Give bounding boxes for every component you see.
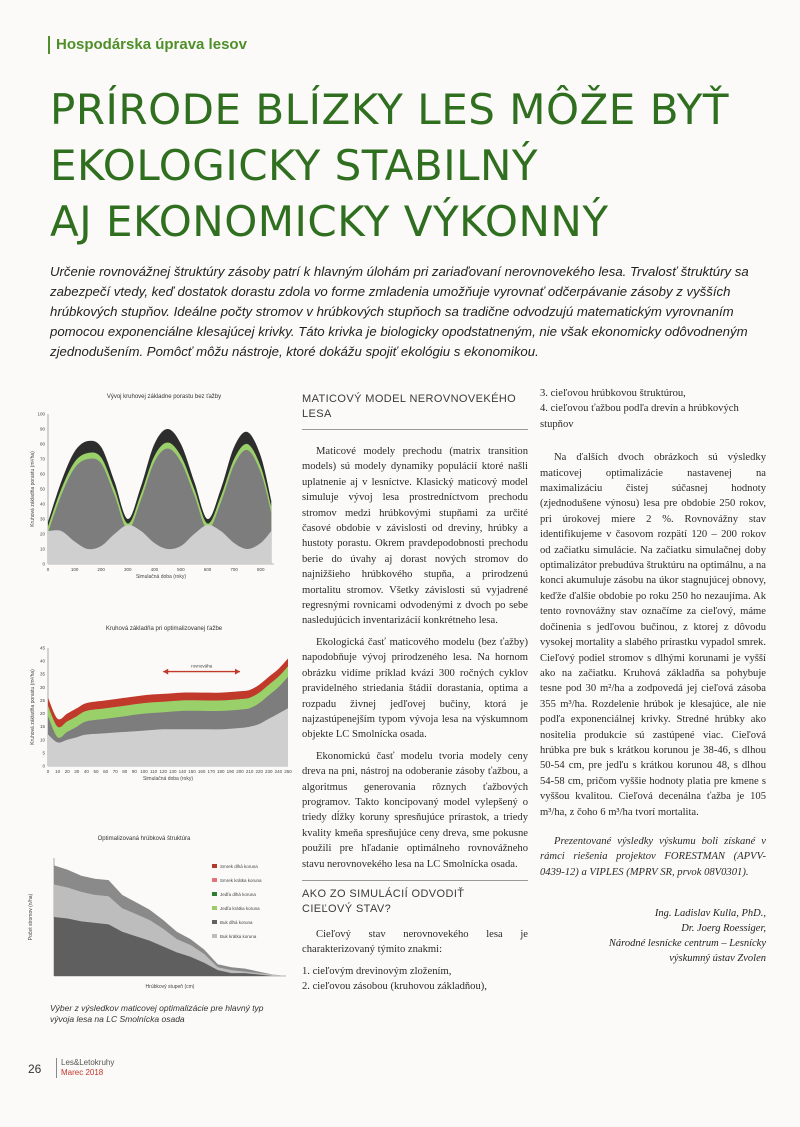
magazine-footer [56, 1058, 114, 1078]
y-axis-label: Kruhová základňa porastu (m²/ha) [30, 669, 36, 745]
y-tick-label: 40 [39, 658, 45, 664]
issue-date: Marec 2018 [61, 1068, 104, 1077]
legend-label: Jedľa dlhá koruna [220, 892, 256, 897]
author-signature [540, 906, 766, 966]
x-tick-label: 0 [46, 567, 50, 572]
paragraph: Ekologická časť maticového modelu (bez ťažby) napodobňuje vývoj prirodzeného lesa. Na hornom obrázku vidíme príklad kvázi 300 ročných cyklov pravidelného striedania štádií dorastania, optima a rozpadu živnej jedľovej bučiny, ktorá je najzastúpenejším typom vývoja lesa na výskumnom objekte LC Smolnícka osada. [302, 636, 528, 741]
chart-2 [14, 624, 292, 794]
y-tick-label: 20 [39, 711, 45, 717]
x-tick-label: 180 [217, 769, 225, 774]
y-tick-label: 10 [39, 737, 45, 743]
y-tick-label: 60 [39, 471, 45, 477]
chart-1 [14, 392, 286, 588]
x-tick-label: 40 [83, 769, 89, 774]
paragraph: Maticové modely prechodu (matrix transition models) sú modely dynamiky populácií ktoré našli uplatnenie aj v lesníctve. Klasický maticový model simuluje vývoj lesa prostredníctvom prechodu stromov medzi hrúbkovými stupňami za určité časové obdobie v závislosti od dreviny, hrúbky a hustoty porastu. Okrem pravdepodobnosti prechodu berie do úvahy aj dorast nových stromov do najnižšieho hrúbkového stupňa, a prirodzenú mortalitu stromov. Všetky závislosti sú vyjadrené regresnými rovnicami odvodenými z dvoch po sebe nasledujúcich inventarizácií konkrétneho lesa. [302, 446, 528, 627]
legend-swatch [212, 864, 217, 868]
x-tick-label: 10 [55, 769, 61, 774]
y-tick-label: 15 [39, 724, 45, 730]
author-line: Ing. Ladislav Kulla, PhD., [654, 908, 766, 920]
magazine-name: Les&Letokruhy [61, 1058, 115, 1067]
paragraph: Ekonomickú časť modelu tvoria modely ceny dreva na pni, nástroj na odoberanie zásoby ťažbou, a algoritmus generovania rôznych ťažbových programov. Takto koncipovaný model vylepšený o triedy dĺžky koruny spresňujúce prírastok, a triedy kvality kmeňa spresňujúce ceny dreva, sme pokusne použili pre hľadanie optimálneho rovnovážneho stavu nerovnovekého lesa na LC Smolnícka osada. [302, 750, 528, 870]
x-tick-label: 700 [230, 567, 238, 572]
chart-1-svg [14, 400, 286, 592]
x-tick-label: 130 [169, 769, 177, 774]
title-line: PRÍRODE BLÍZKY LES MÔŽE BYŤ [50, 85, 730, 134]
y-tick-label: 45 [39, 645, 45, 651]
author-line: výskumný ústav Zvolen [669, 953, 766, 965]
x-tick-label: 120 [159, 769, 167, 774]
x-axis-label: Simulačná doba (roky) [142, 776, 194, 782]
x-tick-label: 300 [124, 567, 132, 572]
chart-1-title: Vývoj kruhovej základne porastu bez ťažby [106, 394, 222, 400]
x-axis-label: Hrúbkový stupeň (cm) [145, 984, 195, 990]
x-tick-label: 50 [93, 769, 99, 774]
legend-swatch [212, 906, 217, 910]
article-title [50, 82, 750, 250]
column-2 [302, 388, 528, 995]
y-axis-label: Kruhová základňa porastu (m²/ha) [30, 451, 36, 527]
legend-label: Smrek krátka koruna [220, 878, 262, 883]
x-tick-label: 230 [265, 769, 273, 774]
arrow-head-left [163, 669, 168, 675]
x-tick-label: 190 [226, 769, 235, 774]
chart-3-title: Optimalizovaná hrúbková štruktúra [97, 836, 191, 842]
y-tick-label: 50 [39, 486, 45, 492]
list-item: 1. cieľovým drevinovým zložením, [302, 965, 452, 977]
x-axis-label: Simulačná doba (roky) [135, 574, 187, 580]
section-label: Hospodárska úprava lesov [48, 36, 247, 54]
arrow-head-right [235, 669, 240, 675]
lead-paragraph: Určenie rovnovážnej štruktúry zásoby patrí k hlavným úlohám pri zariaďovaní nerovnovekého lesa. Trvalosť štruktúry sa zabezpečí vtedy, keď dostatok dorastu zdola vo forme zmladenia umožňuje vyrovnať odčerpávanie zásoby z vyšších hrúbkových stupňov. Ideálne počty stromov v hrúbkových stupňoch sa tradične odvodzujú matematickým vyrovnaním pomocou exponenciálne klesajúcej krivky. Táto krivka je biologicky opodstatneným, nie však ekonomicky odôvodneným zjednodušením. Pomôcť môžu nástroje, ktoré dokážu spojiť ekológiu s ekonomikou. [50, 264, 749, 359]
y-tick-label: 100 [37, 411, 45, 417]
y-tick-label: 0 [42, 763, 45, 769]
y-tick-label: 40 [39, 501, 45, 507]
heading-target-state: AKO ZO SIMULÁCIÍ ODVODIŤ CIEĽOVÝ STAV? [302, 887, 465, 915]
x-tick-label: 800 [256, 567, 265, 572]
x-tick-label: 150 [188, 769, 196, 774]
y-axis-label: Počet stromov (n/ha) [28, 893, 34, 941]
x-tick-label: 0 [46, 769, 50, 774]
title-line: EKOLOGICKY STABILNÝ [50, 141, 539, 190]
x-tick-label: 240 [274, 769, 283, 774]
chart-3-svg [14, 842, 286, 998]
x-tick-label: 160 [197, 769, 206, 774]
y-tick-label: 70 [39, 456, 45, 462]
y-tick-label: 30 [39, 684, 45, 690]
y-tick-label: 0 [42, 561, 45, 567]
chart-3 [14, 836, 286, 996]
author-line: Dr. Joerg Roessiger, [681, 923, 766, 935]
x-tick-label: 110 [150, 769, 158, 774]
x-tick-label: 30 [74, 769, 80, 774]
criteria-list-continued [540, 386, 766, 432]
x-tick-label: 170 [207, 769, 215, 774]
x-tick-label: 70 [112, 769, 118, 774]
legend-swatch [212, 934, 217, 938]
page-number: 26 [28, 1062, 42, 1076]
x-tick-label: 220 [255, 769, 263, 774]
chart-2-svg [14, 632, 292, 798]
x-tick-label: 250 [284, 769, 292, 774]
criteria-list [302, 964, 528, 995]
y-tick-label: 90 [39, 426, 45, 432]
figure-caption: Výber z výsledkov maticovej optimalizácie pre hlavný typ vývoja lesa na LC Smolnícka osada [50, 1003, 264, 1024]
x-tick-label: 200 [236, 769, 244, 774]
legend-label: Buk krátka koruna [220, 934, 257, 939]
x-tick-label: 210 [245, 769, 254, 774]
x-tick-label: 60 [103, 769, 109, 774]
x-tick-label: 400 [150, 567, 159, 572]
list-item: 4. cieľovou ťažbou podľa drevín a hrúbkových stupňov [540, 403, 739, 430]
acknowledgement: Prezentované výsledky výskumu boli získané v rámci riešenia projektov FORESTMAN (APVV-0439-12) a VIPLES (MPRV SR, prvok 08V0301). [540, 835, 766, 878]
list-item: 3. cieľovou hrúbkovou štruktúrou, [540, 388, 686, 399]
x-tick-label: 200 [97, 567, 105, 572]
legend-swatch [212, 920, 217, 924]
x-tick-label: 100 [70, 567, 79, 572]
y-tick-label: 30 [39, 516, 45, 522]
x-tick-label: 90 [131, 769, 137, 774]
y-tick-label: 25 [39, 697, 45, 703]
legend-label: Buk dlhá koruna [220, 920, 253, 925]
paragraph: Cieľový stav nerovnovekého lesa je charakterizovaný týmito znakmi: [302, 928, 528, 956]
chart-2-title: Kruhová základňa pri optimalizovanej ťažbe [105, 626, 223, 632]
x-tick-label: 600 [203, 567, 212, 572]
legend-label: Smrek dlhá koruna [220, 864, 258, 869]
legend-swatch [212, 892, 217, 896]
title-line: AJ EKONOMICKY VÝKONNÝ [50, 197, 609, 246]
y-tick-label: 5 [42, 750, 45, 756]
list-item: 2. cieľovou zásobou (kruhovou základňou), [302, 981, 487, 993]
y-tick-label: 35 [39, 671, 45, 677]
y-tick-label: 80 [39, 441, 45, 447]
y-tick-label: 10 [39, 546, 45, 552]
x-tick-label: 80 [122, 769, 128, 774]
x-tick-label: 100 [140, 769, 148, 774]
legend-label: Jedľa krátka koruna [220, 906, 260, 911]
y-tick-label: 20 [39, 531, 45, 537]
divider [302, 880, 528, 881]
paragraph: Na ďalších dvoch obrázkoch sú výsledky maticovej optimalizácie nastavenej na maximalizáciu čistej súčasnej hodnoty (zjednodušene výnosu) lesa pre obdobie 250 rokov, pri úrokovej miere 2 %. Rovnovážny stav identifikujeme v časovom rozpätí 120 – 200 rokov od začiatku simulácie. Na začiatku simulačnej doby optimalizátor prebudúva štruktúru na optimálnu, a na konci akumuluje zásobu na úkor stagnujúcej obnovy, keďže ďalšie obdobie po roku 250 ho nezaujíma. Ak tento rovnovážny stav označíme za cieľový, máme dočinenia s jedľovou bučinou, z ktorej z dôvodu vysokej mortality a slabého prírastku vypadol smrek. Cieľový podiel stromov s dlhými korunami je vyšší ako na začiatku. Kruhová základňa sa pohybuje tesne pod 30 m²/ha a zodpovedá jej cieľová zásoba 355 m³/ha. Rozdelenie hrúbok je klesajúce, ale nie podľa exponenciálnej krivky. Stredné hrúbky ako nositelia produkcie sú zastúpené viac. Cieľová hrúbka pre buk s krátkou korunou je 38-46, s dlhou 50-54 cm, pre jedľu s krátkou korunou 48, s dlhou 54-58 cm, pričom vyššie hodnoty platia pre kmene s vyššou kvalitou. Cieľová decenálna ťažba je 105 m³/ha, z čoho 6 m³/ha tvorí mortalita. [540, 452, 766, 818]
divider [302, 429, 528, 430]
author-line: Národné lesnícke centrum – Lesnícky [608, 938, 766, 950]
heading-matrix-model: MATICOVÝ MODEL NEROVNOVEKÉHO LESA [302, 393, 517, 420]
column-3 [540, 386, 766, 966]
x-tick-label: 140 [178, 769, 187, 774]
equilibrium-label: rovnováha [191, 663, 213, 669]
x-tick-label: 20 [64, 769, 70, 774]
x-tick-label: 500 [177, 567, 185, 572]
legend-swatch [212, 878, 217, 882]
